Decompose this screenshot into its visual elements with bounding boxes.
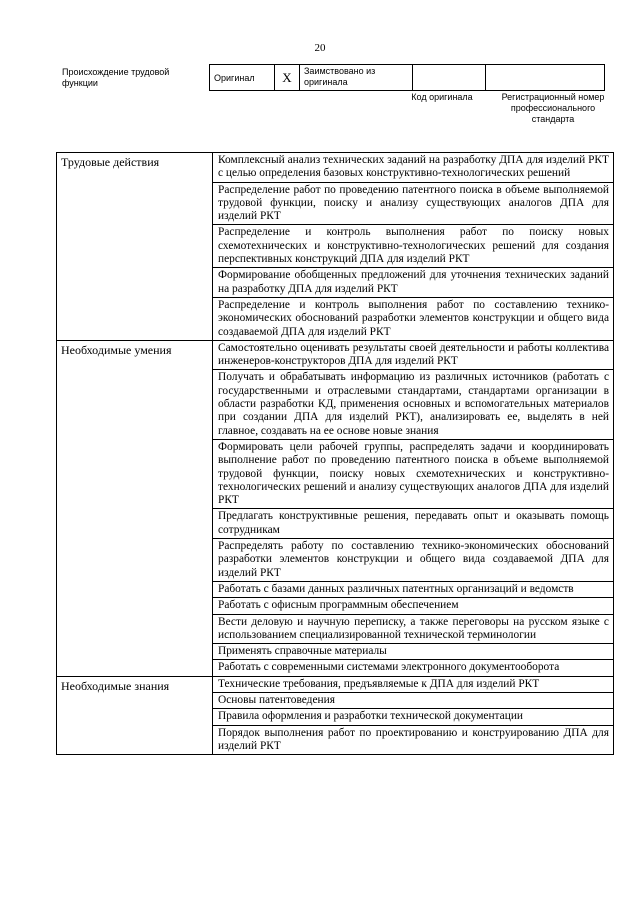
table-cell: Порядок выполнения работ по проектированию и конструированию ДПА для изделий РКТ <box>213 725 614 755</box>
table-cell: Получать и обрабатывать информацию из различных источников (работать с государственными и отраслевыми стандартами, стандартами организации в области разработки КД, применения основных и вспомогательных материалов при создании ДПА для изделий РКТ), анализировать ее, выделять в ней главное, создавать на ее основе новые знания <box>213 370 614 439</box>
table-cell: Распределение и контроль выполнения работ по составлению технико-экономических обоснований разработки элементов конструкции и общего вида создаваемой ДПА для изделий РКТ <box>213 297 614 340</box>
table-cell: Самостоятельно оценивать результаты своей деятельности и работы коллектива инженеров-конструкторов ДПА для изделий РКТ <box>213 340 614 370</box>
function-table <box>56 152 614 755</box>
table-cell: Технические требования, предъявляемые к ДПА для изделий РКТ <box>213 676 614 692</box>
section-label: Необходимые умения <box>57 340 213 676</box>
reg-number-cell <box>486 65 605 91</box>
table-cell: Работать с офисным программным обеспечением <box>213 598 614 614</box>
table-cell: Предлагать конструктивные решения, передавать опыт и оказывать помощь сотрудникам <box>213 509 614 539</box>
origin-label: Происхождение трудовой функции <box>62 67 170 88</box>
table-cell: Основы патентоведения <box>213 692 614 708</box>
table-cell: Формирование обобщенных предложений для уточнения технических заданий на разработку ДПА для изделий РКТ <box>213 268 614 298</box>
table-row <box>57 153 614 183</box>
original-mark: X <box>275 65 300 91</box>
code-caption: Код оригинала <box>411 92 473 102</box>
page-number: 20 <box>314 42 326 54</box>
code-cell <box>413 65 486 91</box>
table-cell: Распределение работ по проведению патентного поиска в объеме выполняемой трудовой функции, поиску и анализу существующих аналогов ДПА для изделий РКТ <box>213 182 614 225</box>
table-cell: Применять справочные материалы <box>213 644 614 660</box>
table-row <box>57 340 614 370</box>
table-cell: Работать с современными системами электронного документооборота <box>213 660 614 676</box>
table-cell: Работать с базами данных различных патентных организаций и ведомств <box>213 581 614 597</box>
section-label: Трудовые действия <box>57 153 213 341</box>
reg-number-caption: Регистрационный номер профессионального стандарта <box>501 92 605 124</box>
table-cell: Вести деловую и научную переписку, а также переговоры на русском языке с использованием специализированной технической терминологии <box>213 614 614 644</box>
origin-table <box>209 64 605 91</box>
table-row <box>57 676 614 692</box>
table-cell: Комплексный анализ технических заданий на разработку ДПА для изделий РКТ с целью определения базовых конструктивно-технологических решений <box>213 153 614 183</box>
table-cell: Формировать цели рабочей группы, распределять задачи и координировать выполнение работ по проведению патентного поиска в объеме выполняемой трудовой функции, поиску новых схемотехнических и конструктивно-технологических решений и анализу существующих аналогов ДПА для изделий РКТ <box>213 439 614 508</box>
section-label: Необходимые знания <box>57 676 213 754</box>
table-cell: Распределять работу по составлению технико-экономических обоснований разработки элементов конструкции и общего вида создаваемой ДПА для изделий РКТ <box>213 539 614 582</box>
table-cell: Распределение и контроль выполнения работ по поиску новых схемотехнических и конструктивно-технологических решений для создания перспективных конструкций ДПА для изделий РКТ <box>213 225 614 268</box>
table-cell: Правила оформления и разработки технической документации <box>213 709 614 725</box>
original-cell: Оригинал <box>210 65 275 91</box>
borrowed-cell: Заимствовано из оригинала <box>300 65 413 91</box>
